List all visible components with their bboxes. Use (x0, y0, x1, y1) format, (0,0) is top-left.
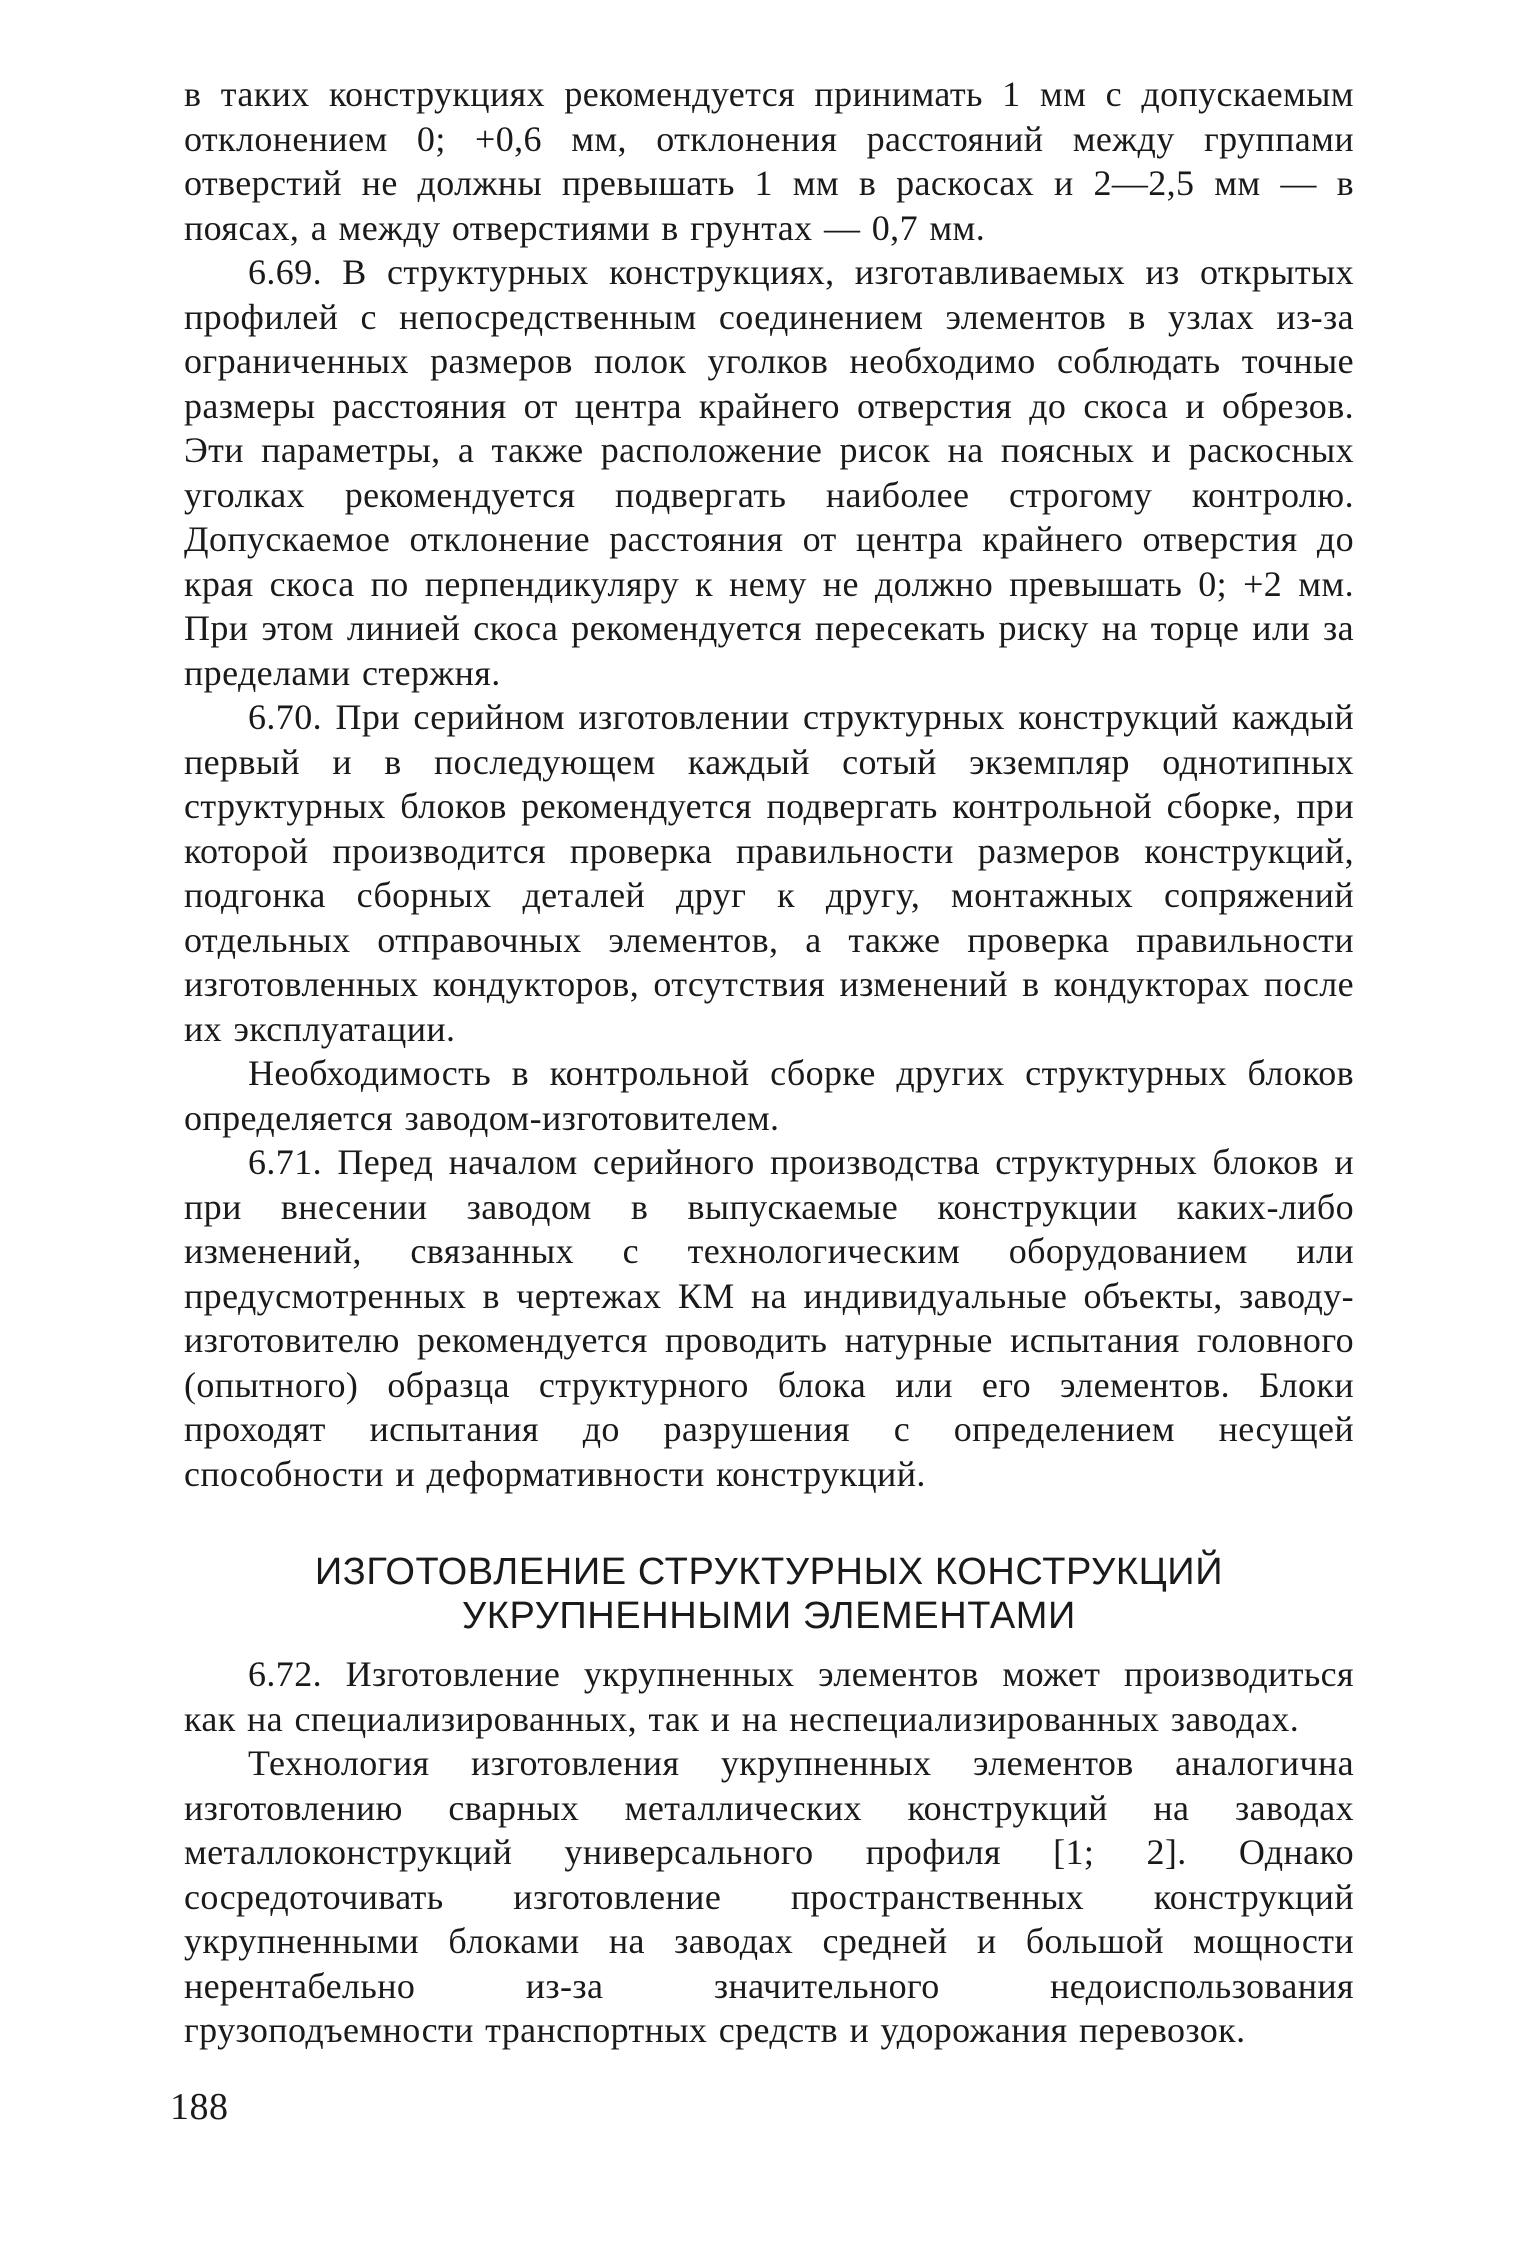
page-body (184, 72, 1354, 2053)
section-heading-line-2: УКРУПНЕННЫМИ ЭЛЕМЕНТАМИ (462, 1595, 1076, 1637)
paragraph-6-71: 6.71. Перед началом серийного производства структурных блоков и при внесении заводом в выпускаемые конструкции каких-либо изменений, связанных с технологическим оборудованием или предусмотренных в чертежах КМ на индивидуальные объекты, заводу-изготовителю рекомендуется проводить натурные испытания головного (опытного) образца структурного блока или его элементов. Блоки проходят испытания до разрушения с определением несущей способности и деформативности конструкций. (184, 1142, 1354, 1494)
section-heading-line-1: ИЗГОТОВЛЕНИЕ СТРУКТУРНЫХ КОНСТРУКЦИЙ (314, 1551, 1224, 1593)
paragraph-technology: Технология изготовления укрупненных элементов аналогична изготовлению сварных металлических конструкций на заводах металлоконструкций универсального профиля [1; 2]. Однако сосредоточивать изготовление пространственных конструкций укрупненными блоками на заводах средней и большой мощности нерентабельно из-за значительного недоиспользования грузоподъемности транспортных средств и удорожания перевозок. (184, 1743, 1354, 2050)
paragraph-continued: в таких конструкциях рекомендуется принимать 1 мм с допускаемым отклонением 0; +0,6 мм, отклонения расстояний между группами отверстий не должны превышать 1 мм в раскосах и 2—2,5 мм — в поясах, а между отверстиями в грунтах — 0,7 мм. (184, 74, 1354, 248)
paragraph-control-assembly: Необходимость в контрольной сборке других структурных блоков определяется заводом-изготовителем. (184, 1053, 1354, 1138)
page-number: 188 (170, 2086, 229, 2128)
paragraph-6-69: 6.69. В структурных конструкциях, изготавливаемых из открытых профилей с непосредственным соединением элементов в узлах из-за ограниченных размеров полок уголков необходимо соблюдать точные размеры расстояния от центра крайнего отверстия до скоса и обрезов. Эти параметры, а также расположение рисок на поясных и раскосных уголках рекомендуется подвергать наиболее строгому контролю. Допускаемое отклонение расстояния от центра крайнего отверстия до края скоса по перпендикуляру к нему не должно превышать 0; +2 мм. При этом линией скоса рекомендуется пересекать риску на торце или за пределами стержня. (184, 252, 1354, 693)
paragraph-6-70: 6.70. При серийном изготовлении структурных конструкций каждый первый и в последующем каждый сотый экземпляр однотипных структурных блоков рекомендуется подвергать контрольной сборке, при которой производится проверка правильности размеров конструкций, подгонка сборных деталей друг к другу, монтажных сопряжений отдельных отправочных элементов, а также проверка правильности изготовленных кондукторов, отсутствия изменений в кондукторах после их эксплуатации. (184, 697, 1354, 1049)
paragraph-6-72: 6.72. Изготовление укрупненных элементов может производиться как на специализированных, так и на неспециализированных заводах. (184, 1654, 1354, 1739)
section-heading (184, 1550, 1354, 1638)
